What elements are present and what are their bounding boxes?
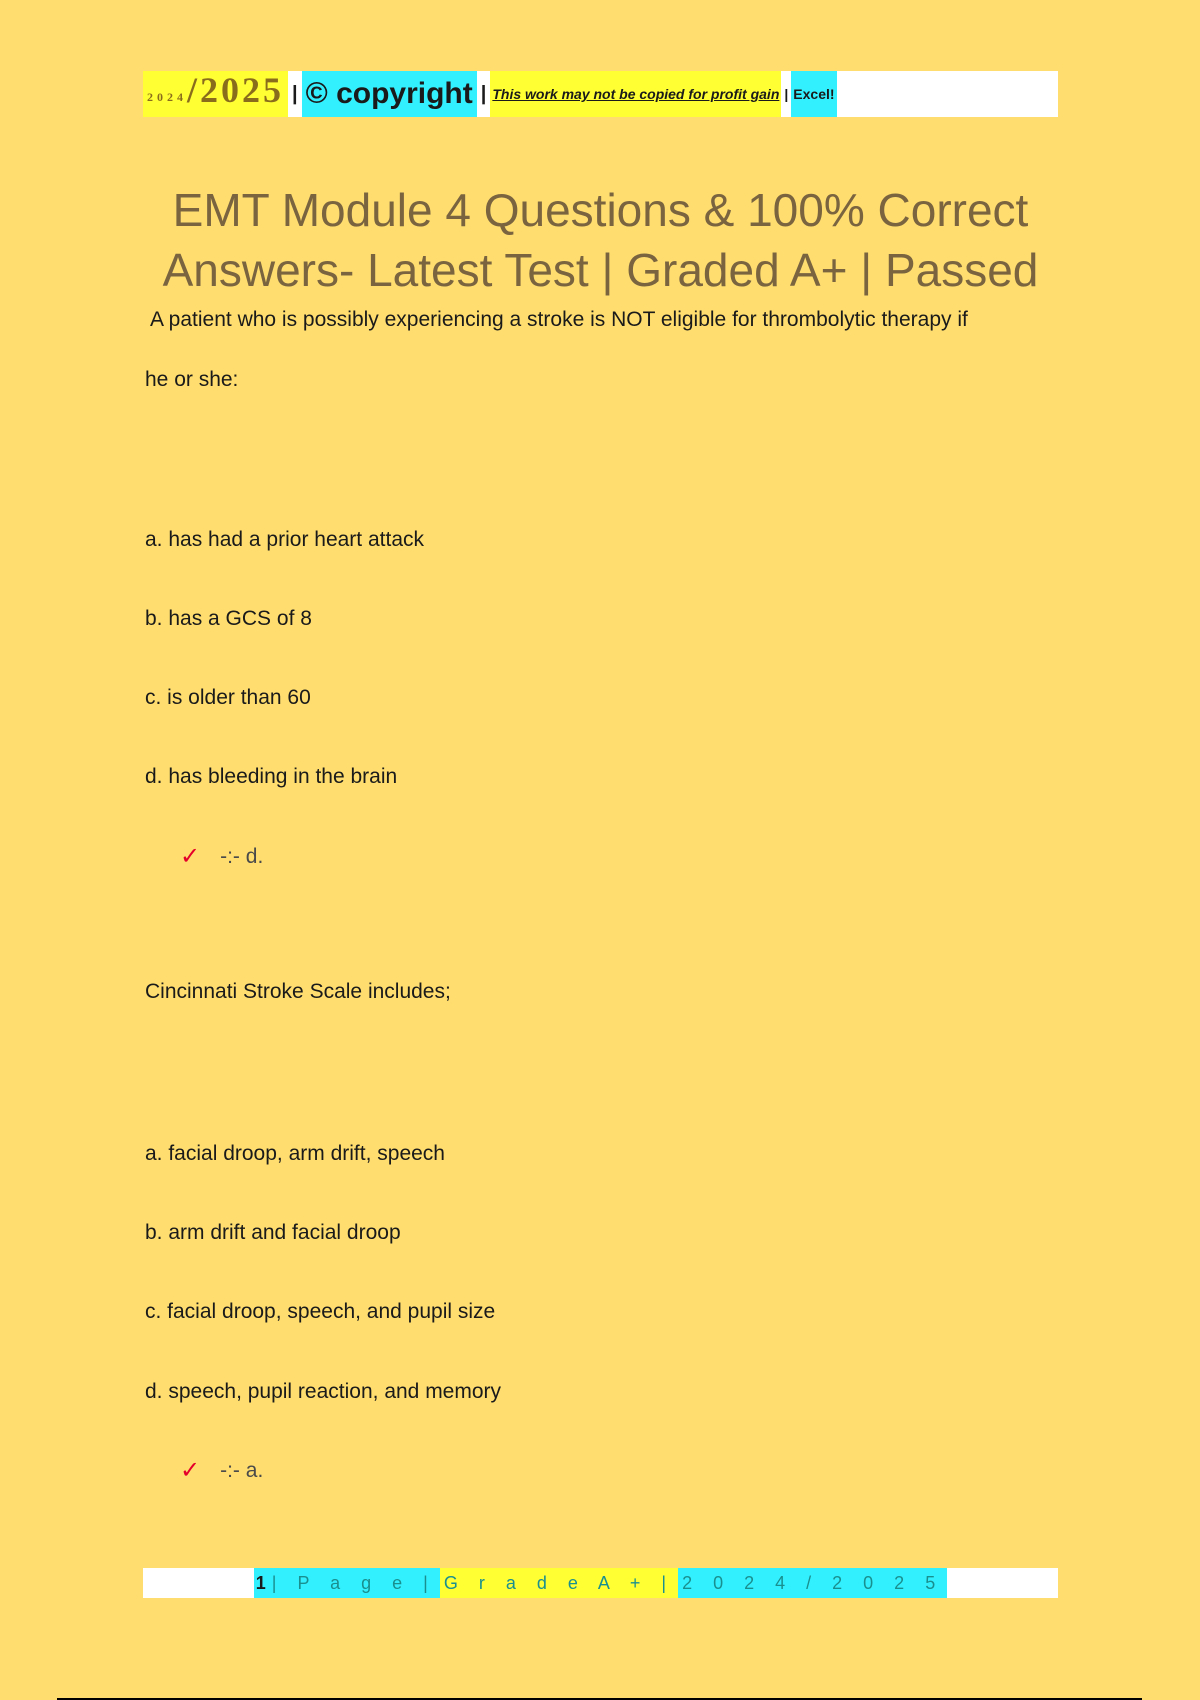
footer-year: 2 0 2 4 / 2 0 2 5 — [678, 1568, 947, 1598]
footer-grade: G r a d e A + | — [440, 1568, 678, 1598]
question-2-answer — [180, 1456, 263, 1485]
document-title — [143, 180, 1058, 300]
question-1-text-cont: he or she: — [145, 368, 239, 391]
checkmark-icon: ✓ — [180, 1457, 201, 1484]
question-1-answer-text: -:- d. — [220, 844, 264, 868]
footer-page-number: 1 — [254, 1568, 268, 1598]
header-bar — [143, 71, 1058, 117]
question-1-answer — [180, 842, 263, 871]
question-1-option-b: b. has a GCS of 8 — [145, 607, 312, 630]
header-copyright: © copyright — [302, 71, 477, 117]
header-year-big: /2025 — [187, 71, 285, 110]
title-line-1: EMT Module 4 Questions & 100% Correct — [172, 184, 1029, 236]
header-separator: | — [480, 82, 487, 105]
header-year — [143, 71, 288, 117]
checkmark-icon: ✓ — [180, 843, 201, 870]
footer-bar — [143, 1568, 1058, 1598]
question-1-text: A patient who is possibly experiencing a stroke is NOT eligible for thrombolytic therapy if — [150, 308, 968, 331]
question-2-answer-text: -:- a. — [220, 1458, 264, 1482]
header-separator: | — [292, 82, 298, 105]
header-year-small: 2024 — [147, 90, 187, 104]
header-excel: Excel! — [791, 71, 836, 117]
question-2-option-b: b. arm drift and facial droop — [145, 1221, 401, 1244]
question-2-option-c: c. facial droop, speech, and pupil size — [145, 1300, 496, 1323]
question-1-option-d: d. has bleeding in the brain — [145, 765, 398, 788]
question-2-option-a: a. facial droop, arm drift, speech — [145, 1142, 445, 1165]
question-1-option-a: a. has had a prior heart attack — [145, 528, 424, 551]
header-notice: This work may not be copied for profit gain — [490, 71, 781, 117]
question-1-option-c: c. is older than 60 — [145, 686, 311, 709]
footer-page-label: | P a g e | — [268, 1568, 440, 1598]
title-line-2: Answers- Latest Test | Graded A+ | Passed — [162, 244, 1039, 296]
question-2-text: Cincinnati Stroke Scale includes; — [145, 980, 451, 1003]
header-separator: | — [784, 86, 789, 102]
question-2-option-d: d. speech, pupil reaction, and memory — [145, 1380, 502, 1403]
